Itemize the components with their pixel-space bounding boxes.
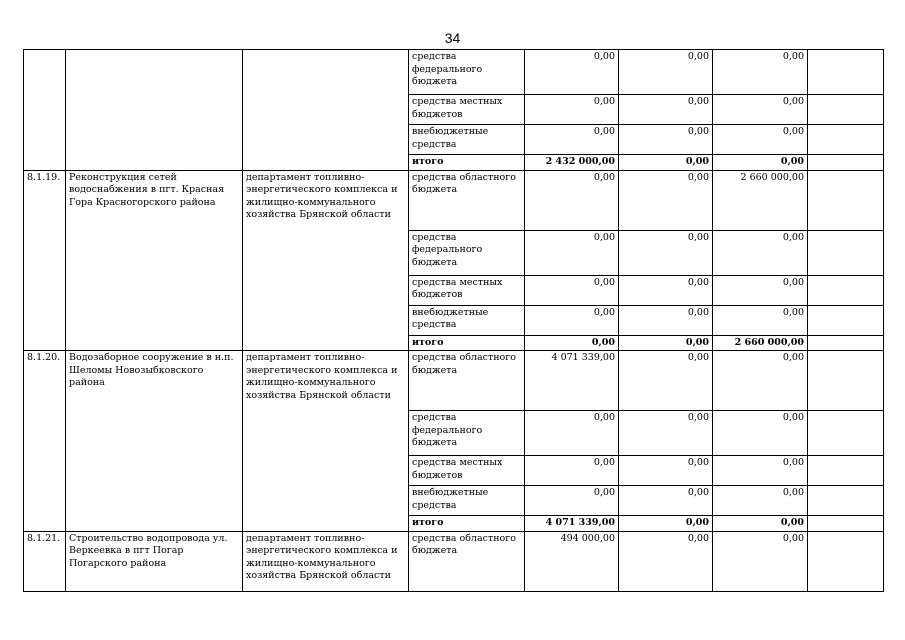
- item-executor: департамент топливно-энергетического комплекса и жилищно-коммунального хозяйства Брянской области: [243, 531, 409, 591]
- item-name: Реконструкция сетей водоснабжения в пгт. Красная Гора Красногорского района: [66, 170, 243, 351]
- amount-year-1: 0,00: [525, 486, 619, 516]
- amount-year-1: 0,00: [525, 170, 619, 230]
- amount-year-3: 0,00: [713, 486, 808, 516]
- amount-year-3: 2 660 000,00: [713, 335, 808, 351]
- table-row: [24, 50, 884, 95]
- funding-source: средства федерального бюджета: [409, 411, 525, 456]
- amount-year-3: 0,00: [713, 275, 808, 305]
- funding-source: средства местных бюджетов: [409, 275, 525, 305]
- amount-year-1: 2 432 000,00: [525, 155, 619, 171]
- amount-year-1: 0,00: [525, 95, 619, 125]
- item-executor-cell: [243, 50, 409, 171]
- amount-year-2: 0,00: [619, 125, 713, 155]
- notes-cell: [808, 95, 884, 125]
- amount-year-3: 0,00: [713, 305, 808, 335]
- table-row: [24, 170, 884, 230]
- amount-year-3: 0,00: [713, 531, 808, 591]
- amount-year-2: 0,00: [619, 95, 713, 125]
- amount-year-1: 0,00: [525, 50, 619, 95]
- amount-year-2: 0,00: [619, 531, 713, 591]
- funding-source: средства местных бюджетов: [409, 456, 525, 486]
- amount-year-2: 0,00: [619, 155, 713, 171]
- item-name: Строительство водопровода ул. Веркеевка в пгт Погар Погарского района: [66, 531, 243, 591]
- amount-year-2: 0,00: [619, 516, 713, 532]
- notes-cell: [808, 531, 884, 591]
- item-number: 8.1.20.: [24, 351, 66, 532]
- notes-cell: [808, 305, 884, 335]
- item-executor: департамент топливно-энергетического комплекса и жилищно-коммунального хозяйства Брянской области: [243, 351, 409, 532]
- notes-cell: [808, 275, 884, 305]
- item-number: 8.1.19.: [24, 170, 66, 351]
- amount-year-2: 0,00: [619, 50, 713, 95]
- amount-year-1: 0,00: [525, 456, 619, 486]
- notes-cell: [808, 230, 884, 275]
- amount-year-1: 4 071 339,00: [525, 351, 619, 411]
- amount-year-3: 0,00: [713, 50, 808, 95]
- item-name-cell: [66, 50, 243, 171]
- funding-source: средства областного бюджета: [409, 531, 525, 591]
- funding-source: итого: [409, 155, 525, 171]
- notes-cell: [808, 516, 884, 532]
- amount-year-3: 0,00: [713, 125, 808, 155]
- item-name: Водозаборное сооружение в н.п. Шеломы Новозыбковского района: [66, 351, 243, 532]
- notes-cell: [808, 335, 884, 351]
- funding-source: итого: [409, 516, 525, 532]
- notes-cell: [808, 50, 884, 95]
- amount-year-1: 0,00: [525, 411, 619, 456]
- notes-cell: [808, 170, 884, 230]
- amount-year-2: 0,00: [619, 170, 713, 230]
- funding-source: средства областного бюджета: [409, 170, 525, 230]
- amount-year-2: 0,00: [619, 230, 713, 275]
- amount-year-2: 0,00: [619, 456, 713, 486]
- notes-cell: [808, 125, 884, 155]
- funding-source: итого: [409, 335, 525, 351]
- budget-table: [23, 49, 884, 592]
- item-number-cell: [24, 50, 66, 171]
- notes-cell: [808, 456, 884, 486]
- amount-year-3: 2 660 000,00: [713, 170, 808, 230]
- amount-year-1: 0,00: [525, 305, 619, 335]
- amount-year-1: 0,00: [525, 275, 619, 305]
- amount-year-3: 0,00: [713, 516, 808, 532]
- funding-source: внебюджетные средства: [409, 125, 525, 155]
- funding-source: внебюджетные средства: [409, 305, 525, 335]
- amount-year-2: 0,00: [619, 351, 713, 411]
- amount-year-1: 0,00: [525, 335, 619, 351]
- amount-year-1: 4 071 339,00: [525, 516, 619, 532]
- amount-year-3: 0,00: [713, 155, 808, 171]
- table-row: [24, 531, 884, 591]
- amount-year-2: 0,00: [619, 335, 713, 351]
- amount-year-3: 0,00: [713, 230, 808, 275]
- amount-year-2: 0,00: [619, 411, 713, 456]
- amount-year-2: 0,00: [619, 486, 713, 516]
- amount-year-2: 0,00: [619, 305, 713, 335]
- funding-source: средства местных бюджетов: [409, 95, 525, 125]
- amount-year-1: 0,00: [525, 230, 619, 275]
- item-executor: департамент топливно-энергетического комплекса и жилищно-коммунального хозяйства Брянской области: [243, 170, 409, 351]
- table-row: [24, 351, 884, 411]
- amount-year-1: 0,00: [525, 125, 619, 155]
- funding-source: средства федерального бюджета: [409, 230, 525, 275]
- notes-cell: [808, 155, 884, 171]
- item-number: 8.1.21.: [24, 531, 66, 591]
- amount-year-3: 0,00: [713, 95, 808, 125]
- amount-year-3: 0,00: [713, 351, 808, 411]
- amount-year-2: 0,00: [619, 275, 713, 305]
- page-number: 34: [444, 30, 461, 46]
- funding-source: средства областного бюджета: [409, 351, 525, 411]
- amount-year-1: 494 000,00: [525, 531, 619, 591]
- amount-year-3: 0,00: [713, 411, 808, 456]
- notes-cell: [808, 351, 884, 411]
- funding-source: средства федерального бюджета: [409, 50, 525, 95]
- notes-cell: [808, 486, 884, 516]
- amount-year-3: 0,00: [713, 456, 808, 486]
- notes-cell: [808, 411, 884, 456]
- funding-source: внебюджетные средства: [409, 486, 525, 516]
